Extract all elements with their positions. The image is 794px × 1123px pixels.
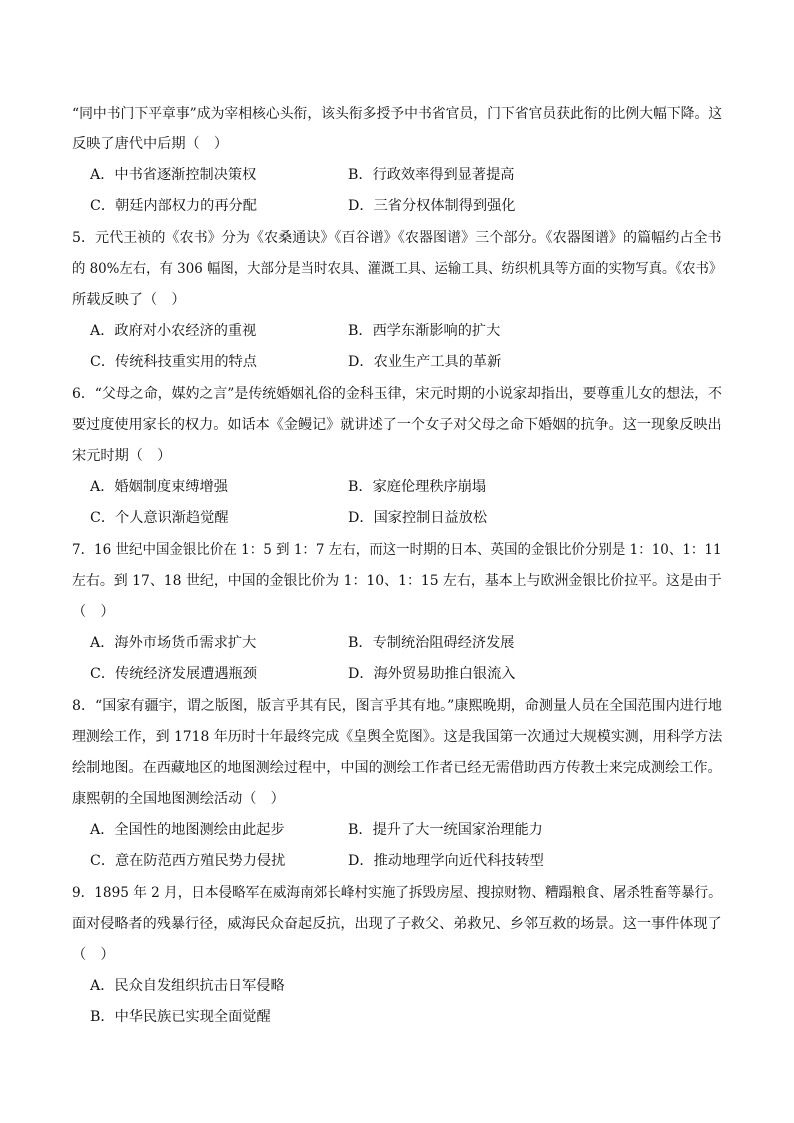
q4-option-a[interactable]: A．中书省逐渐控制决策权	[90, 167, 257, 183]
q6-option-b[interactable]: B．家庭伦理秩序崩塌	[348, 479, 487, 495]
q8-option-b[interactable]: B．提升了大一统国家治理能力	[348, 822, 543, 838]
q7-option-c[interactable]: C．传统经济发展遭遇瓶颈	[90, 666, 257, 682]
q8-stem-line1: 8．“国家有疆宇，谓之版图，版言乎其有民，图言乎其有地。”康熙晚期，命测量人员在全国范围内进行地	[72, 698, 722, 714]
q9-stem-line2: 面对侵略者的残暴行径，威海民众奋起反抗，出现了子救父、弟救兄、乡邻互救的场景。这一事件体现了	[72, 916, 722, 932]
q9-stem-line1: 9．1895 年 2 月，日本侵略军在威海南郊长峰村实施了拆毁房屋、搜掠财物、糟蹋粮食、屠杀牲畜等暴行。	[72, 885, 722, 901]
q8-stem-line3: 绘制地图。在西藏地区的地图测绘过程中，中国的测绘工作者已经无需借助西方传教士来完成测绘工作。	[72, 760, 722, 776]
q6-option-c[interactable]: C．个人意识渐趋觉醒	[90, 510, 229, 526]
q8-stem-line4: 康熙朝的全国地图测绘活动（ ）	[72, 791, 285, 807]
q5-stem-line1: 5．元代王祯的《农书》分为《农桑通诀》《百谷谱》《农器图谱》三个部分。《农器图谱》的篇幅约占全书	[72, 230, 722, 246]
q5-option-c[interactable]: C．传统科技重实用的特点	[90, 354, 257, 370]
q9-option-b[interactable]: B．中华民族已实现全面觉醒	[90, 1009, 271, 1025]
q9-stem-line3: （ ）	[72, 947, 115, 963]
q4-option-c[interactable]: C．朝廷内部权力的再分配	[90, 198, 257, 214]
q6-stem-line1: 6．“父母之命，媒妁之言”是传统婚姻礼俗的金科玉律，宋元时期的小说家却指出，要尊重儿女的想法，不	[72, 386, 723, 402]
q4-option-d[interactable]: D．三省分权体制得到强化	[348, 198, 516, 214]
q7-option-b[interactable]: B．专制统治阻碍经济发展	[348, 635, 515, 651]
q7-stem-line1: 7．16 世纪中国金银比价在 1：5 到 1：7 左右，而这一时期的日本、英国的金银比价分别是 1：10、1：11	[72, 542, 722, 558]
q7-stem-line3: （ ）	[72, 604, 115, 620]
q7-stem-line2: 左右。到 17、18 世纪，中国的金银比价为 1：10、1：15 左右，基本上与欧洲金银比价拉平。这是由于	[72, 573, 722, 589]
q8-option-c[interactable]: C．意在防范西方殖民势力侵扰	[90, 853, 286, 869]
q6-option-a[interactable]: A．婚姻制度束缚增强	[90, 479, 228, 495]
q5-stem-line2: 的 80%左右，有 306 幅图，大部分是当时农具、灌溉工具、运输工具、纺织机具等方面的实物写真。《农书》	[72, 261, 723, 277]
q4-stem-line2: 反映了唐代中后期（ ）	[72, 136, 229, 152]
q5-option-a[interactable]: A．政府对小农经济的重视	[90, 323, 257, 339]
q8-option-d[interactable]: D．推动地理学向近代科技转型	[348, 853, 544, 869]
q4-option-b[interactable]: B．行政效率得到显著提高	[348, 167, 515, 183]
q7-option-a[interactable]: A．海外市场货币需求扩大	[90, 635, 257, 651]
q6-stem-line3: 宋元时期（ ）	[72, 448, 172, 464]
q5-option-b[interactable]: B．西学东渐影响的扩大	[348, 323, 501, 339]
q4-stem-line1: “同中书门下平章事”成为宰相核心头衔，该头衔多授予中书省官员，门下省官员获此衔的比例大幅下降。这	[72, 106, 723, 122]
q5-option-d[interactable]: D．农业生产工具的革新	[348, 354, 502, 370]
q8-option-a[interactable]: A．全国性的地图测绘由此起步	[90, 822, 285, 838]
q9-option-a[interactable]: A．民众自发组织抗击日军侵略	[90, 978, 285, 994]
q7-option-d[interactable]: D．海外贸易助推白银流入	[348, 666, 516, 682]
q5-stem-line3: 所载反映了（ ）	[72, 292, 186, 308]
q8-stem-line2: 理测绘工作，到 1718 年历时十年最终完成《皇舆全览图》。这是我国第一次通过大规模实测，用科学方法	[72, 729, 723, 745]
q6-option-d[interactable]: D．国家控制日益放松	[348, 510, 488, 526]
q6-stem-line2: 要过度使用家长的权力。如话本《金鳗记》就讲述了一个女子对父母之命下婚姻的抗争。这一现象反映出	[72, 417, 722, 433]
